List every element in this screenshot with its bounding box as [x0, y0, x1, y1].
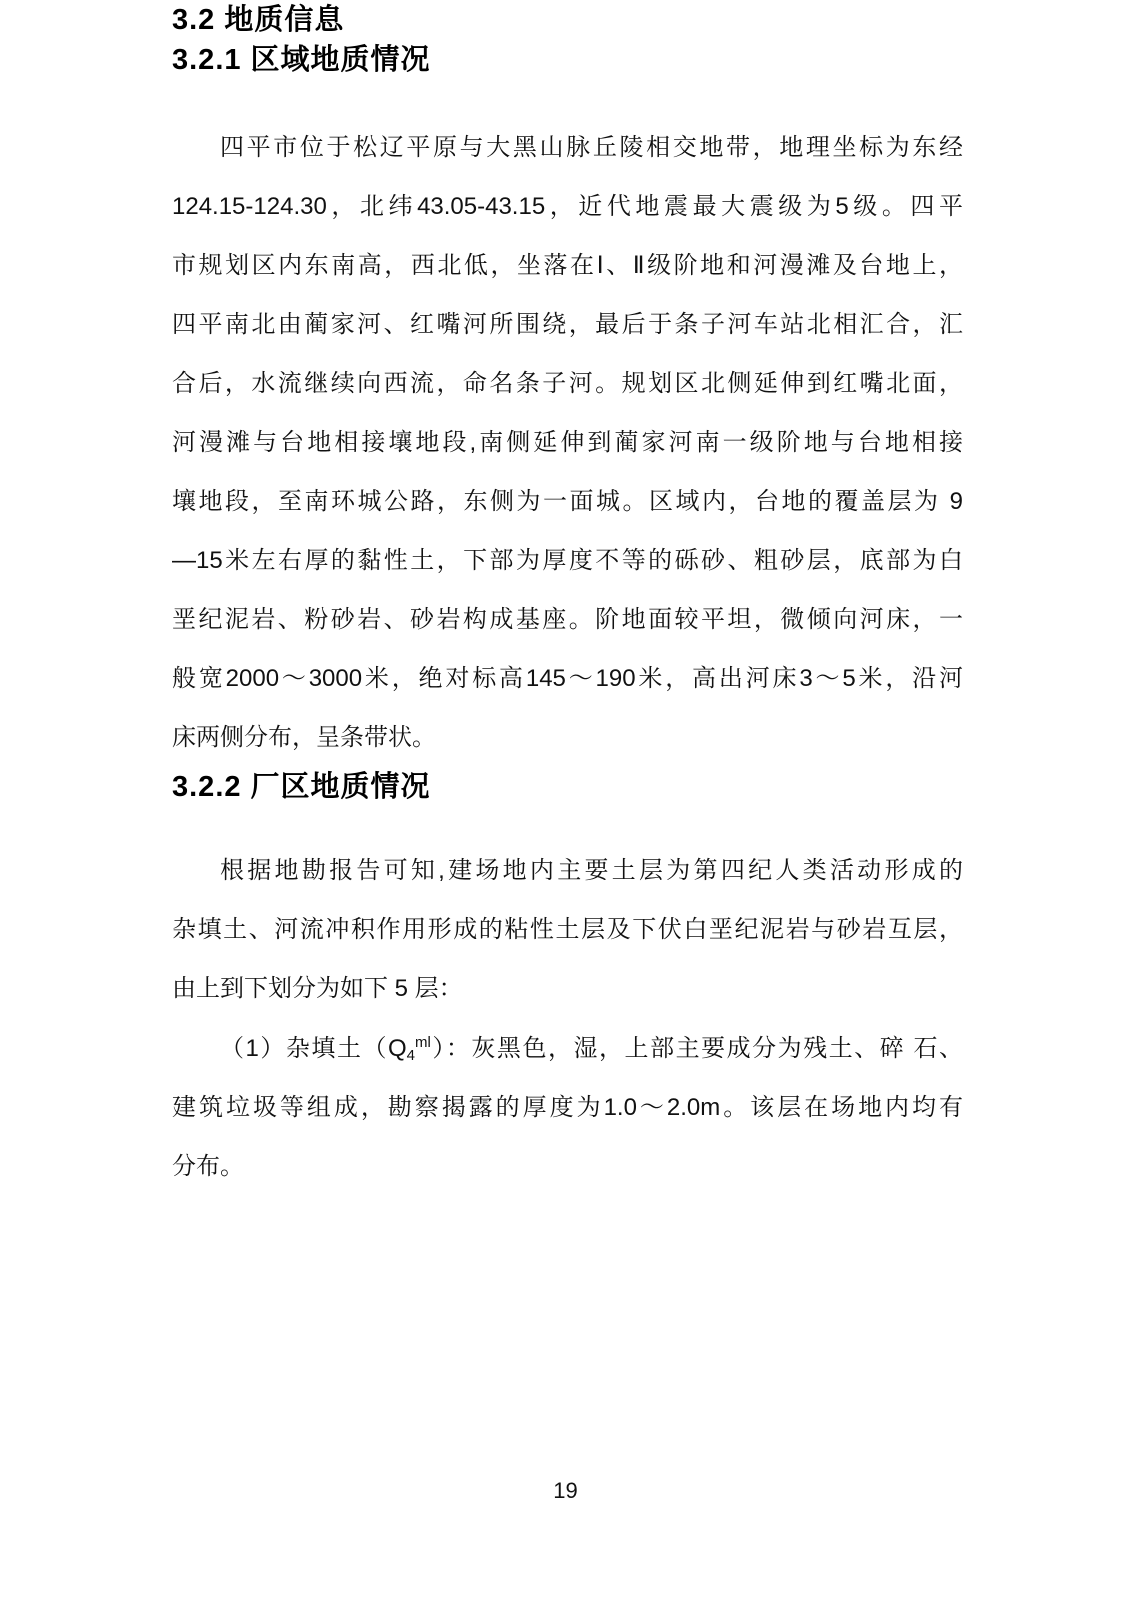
- section-heading-3-2-2: 3.2.2 厂区地质情况: [172, 771, 431, 803]
- paragraph-line: 壤地段，至南环城公路，东侧为一面城。区域内，台地的覆盖层为 9: [172, 488, 963, 515]
- document-content: [172, 0, 963, 1196]
- section-heading-3-2: 3.2 地质信息: [172, 4, 345, 36]
- section-heading-3-2-1: 3.2.1 区域地质情况: [172, 44, 431, 76]
- paragraph-line: 床两侧分布，呈条带状。: [172, 724, 436, 751]
- paragraph-layer-1-fill-soil: [172, 1019, 963, 1196]
- paragraph-line: 由上到下划分为如下 5 层：: [172, 975, 463, 1002]
- paragraph-line: 市规划区内东南高，西北低，坐落在Ⅰ、Ⅱ级阶地和河漫滩及台地上，: [172, 252, 963, 279]
- paragraph-line: [172, 1019, 963, 1078]
- layer-label-text: （1）杂填土（Q: [220, 1035, 407, 1062]
- paragraph-line: 河漫滩与台地相接壤地段,南侧延伸到蔺家河南一级阶地与台地相接: [172, 429, 963, 456]
- paragraph-line: 杂填土、河流冲积作用形成的粘性土层及下伏白垩纪泥岩与砂岩互层，: [172, 916, 963, 943]
- paragraph-line: 四平市位于松辽平原与大黑山脉丘陵相交地带，地理坐标为东经: [220, 134, 963, 161]
- page-number: 19: [553, 1478, 578, 1503]
- paragraph-line: 四平南北由蔺家河、红嘴河所围绕，最后于条子河车站北相汇合，汇: [172, 311, 963, 338]
- paragraph-line: 分布。: [172, 1153, 244, 1180]
- paragraph-regional-geology: [172, 118, 963, 767]
- paragraph-line: 合后，水流继续向西流，命名条子河。规划区北侧延伸到红嘴北面，: [172, 370, 963, 397]
- paragraph-site-geology: [172, 841, 963, 1018]
- paragraph-line: 124.15-124.30，北纬43.05-43.15，近代地震最大震级为5级。四平: [172, 193, 963, 220]
- paragraph-line: 垩纪泥岩、粉砂岩、砂岩构成基座。阶地面较平坦，微倾向河床，一: [172, 606, 963, 633]
- paragraph-line: 建筑垃圾等组成，勘察揭露的厚度为1.0～2.0m。该层在场地内均有: [172, 1094, 963, 1121]
- paragraph-line: —15米左右厚的黏性土，下部为厚度不等的砾砂、粗砂层，底部为白: [172, 547, 963, 574]
- stratum-symbol-superscript: ml: [415, 1034, 431, 1051]
- paragraph-line: 根据地勘报告可知,建场地内主要土层为第四纪人类活动形成的: [220, 857, 963, 884]
- paragraph-line: 般宽2000～3000米，绝对标高145～190米，高出河床3～5米，沿河: [172, 665, 963, 692]
- layer-description-text: ）：灰黑色，湿，上部主要成分为残土、碎 石、: [430, 1035, 963, 1062]
- stratum-symbol-subscript: 4: [406, 1047, 416, 1064]
